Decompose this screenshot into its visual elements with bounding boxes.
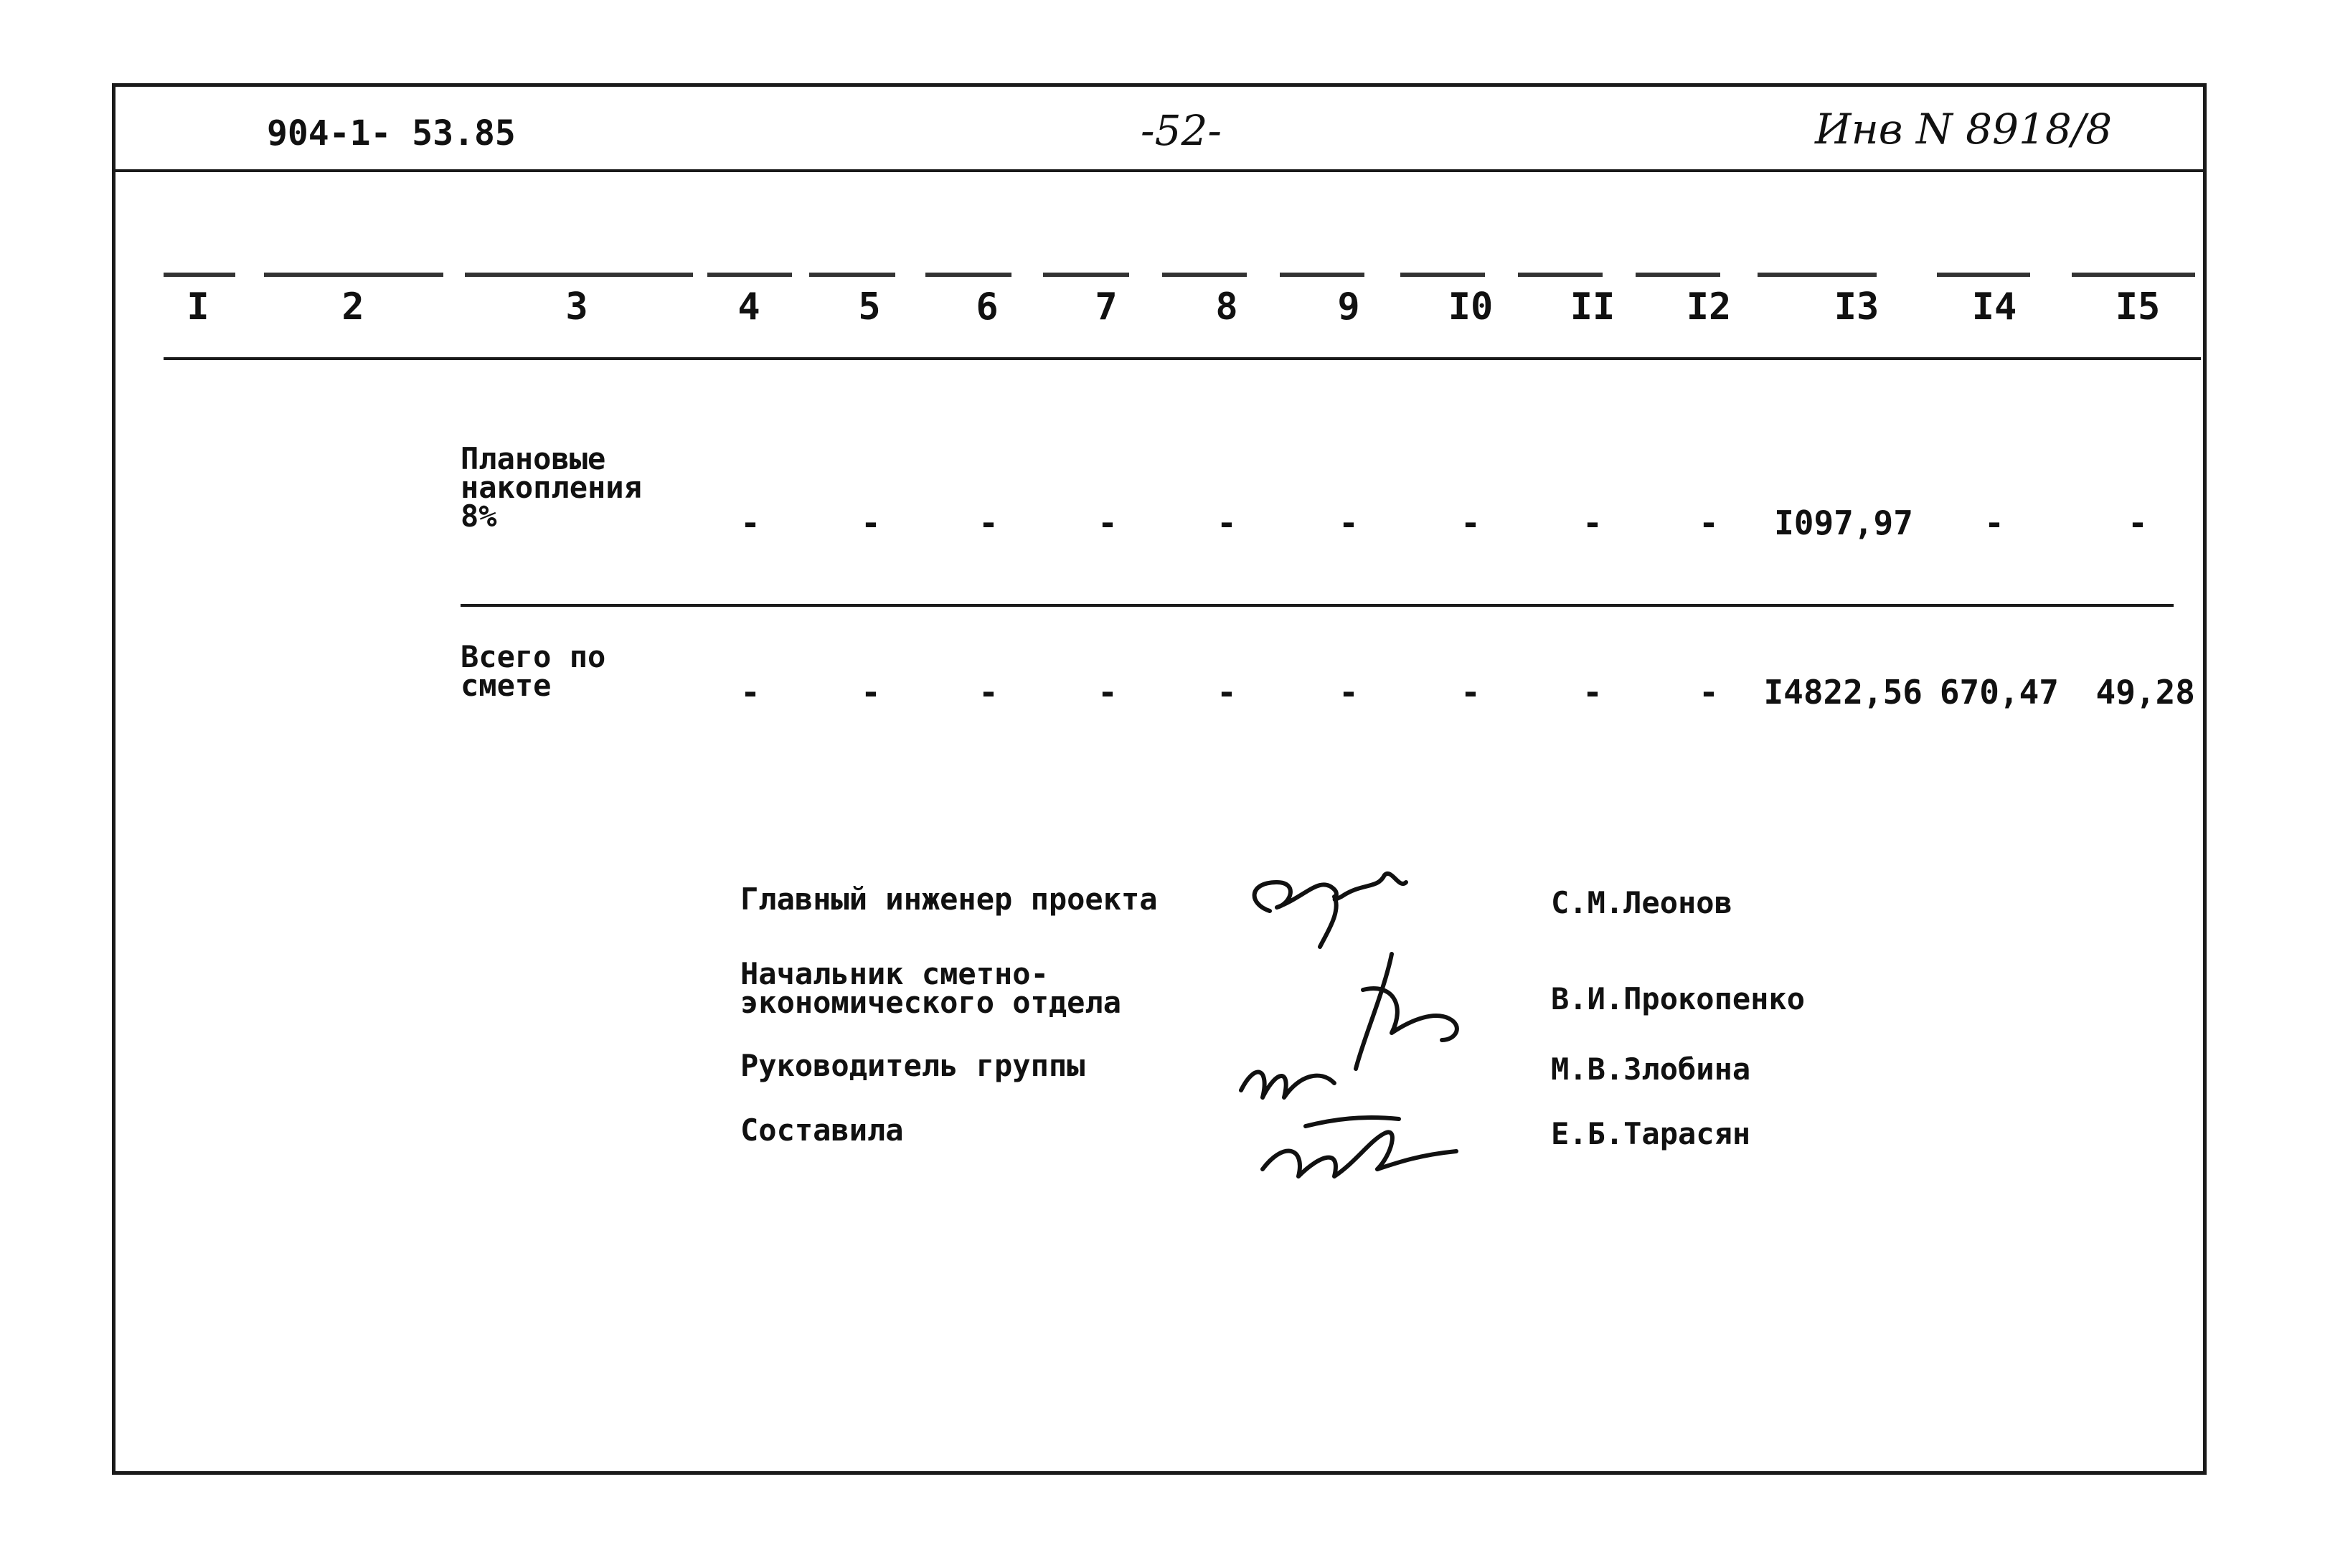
page-number: -52- [1141,106,1222,155]
column-number-6: 6 [976,285,999,329]
column-header-rule [164,357,2201,360]
column-number-15: I5 [2115,285,2161,329]
row1-col6: - [978,504,999,542]
row1-col12: - [1699,504,1719,542]
row2-col5: - [861,673,881,712]
row2-col14: 670,47 [1939,673,2059,712]
column-dash-row [164,273,2201,277]
row2-col12: - [1699,673,1719,712]
signature-name-compiler: Е.Б.Тарасян [1551,1116,1751,1151]
row1-col15: - [2128,504,2148,542]
doc-code: 904-1- 53.85 [267,113,516,154]
row1-col11: - [1583,504,1603,542]
signature-title-compiler: Составила [740,1113,904,1148]
signature-name-department-head: В.И.Прокопенко [1551,981,1806,1016]
row2-col6: - [978,673,999,712]
signature-name-chief-engineer: С.М.Леонов [1551,885,1732,920]
column-number-1: I [187,285,209,329]
row2-col15: 49,28 [2095,673,2195,712]
row2-col11: - [1583,673,1603,712]
column-number-8: 8 [1215,285,1238,329]
signature-name-group-lead: М.В.Злобина [1551,1052,1751,1087]
signature-title-department-head: Начальник сметно- экономического отдела [740,956,1122,1020]
signature-title-group-lead: Руководитель группы [740,1048,1085,1083]
column-number-11: II [1570,285,1616,329]
header-rule [115,169,2204,172]
row2-col13: I4822,56 [1763,673,1923,712]
signature-title-chief-engineer: Главный инженер проекта [740,882,1158,917]
row2-col9: - [1339,673,1359,712]
column-number-5: 5 [858,285,881,329]
row-label-planned-savings: Плановые накопления 8% [461,441,642,534]
row1-col10: - [1461,504,1481,542]
row-label-estimate-total: Всего по смете [461,639,606,703]
column-number-4: 4 [737,285,760,329]
row1-col8: - [1217,504,1237,542]
row1-col14: - [1984,504,2004,542]
column-number-14: I4 [1971,285,2017,329]
column-number-10: I0 [1448,285,1494,329]
row2-col7: - [1098,673,1118,712]
inventory-number: Инв N 8918/8 [1815,105,2113,154]
column-number-7: 7 [1095,285,1118,329]
column-number-12: I2 [1686,285,1732,329]
column-number-2: 2 [341,285,364,329]
row1-col4: - [740,504,760,542]
handwritten-signatures [1220,825,1550,1198]
row2-col10: - [1461,673,1481,712]
column-number-13: I3 [1834,285,1879,329]
row1-col5: - [861,504,881,542]
row-separator [461,604,2174,607]
row1-col13: I097,97 [1774,504,1913,542]
column-number-9: 9 [1337,285,1360,329]
row2-col4: - [740,673,760,712]
row1-col7: - [1098,504,1118,542]
column-number-3: 3 [565,285,588,329]
row1-col9: - [1339,504,1359,542]
row2-col8: - [1217,673,1237,712]
